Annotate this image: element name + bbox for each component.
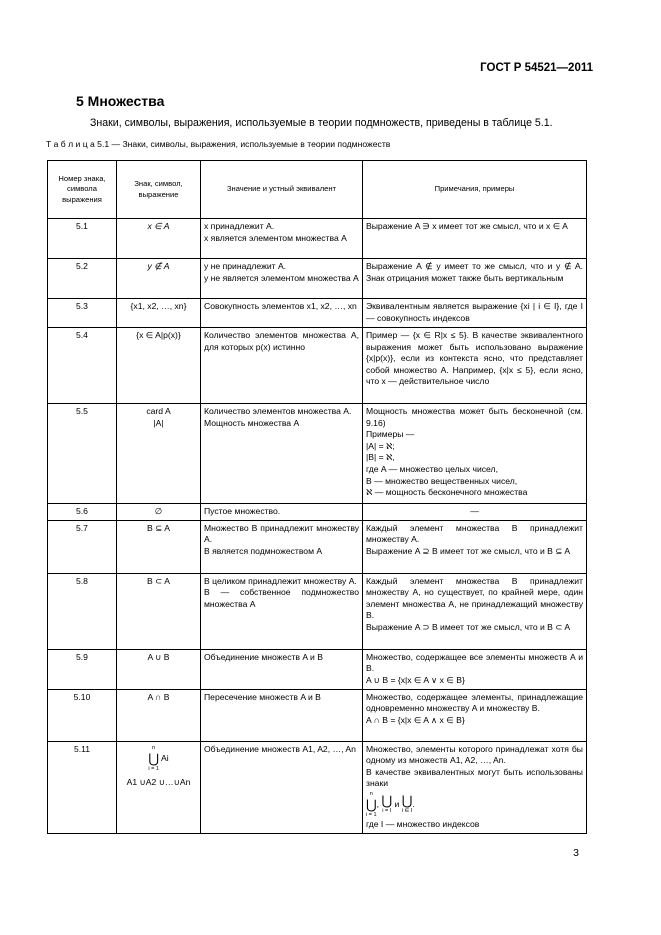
meaning-line: Объединение множеств A и B bbox=[204, 651, 323, 662]
row-meaning bbox=[201, 504, 363, 521]
separator-comma: , bbox=[376, 798, 380, 809]
row-symbol bbox=[117, 649, 201, 689]
note-line: Выражение A ⊃ B имеет тот же смысл, что и B ⊂ A bbox=[366, 621, 571, 632]
col-header-symbol: Знак, символ, выражение bbox=[117, 161, 201, 219]
row-meaning bbox=[201, 649, 363, 689]
big-union-symbol bbox=[366, 790, 380, 819]
row-notes bbox=[363, 573, 587, 649]
note-line: A ∪ B = {x|x ∈ A ∨ x ∈ B} bbox=[366, 674, 465, 685]
row-notes bbox=[363, 520, 587, 573]
separator-comma: . bbox=[412, 798, 415, 809]
row-symbol bbox=[117, 741, 201, 833]
row-symbol bbox=[117, 689, 201, 741]
col-header-notes: Примечания, примеры bbox=[363, 161, 587, 219]
row-meaning bbox=[201, 404, 363, 504]
row-number: 5.1 bbox=[48, 219, 117, 259]
union-expansion: A1 ∪A2 ∪…∪An bbox=[126, 776, 191, 787]
row-symbol bbox=[117, 504, 201, 521]
meaning-line: Пустое множество. bbox=[204, 506, 281, 516]
table-row bbox=[48, 520, 587, 573]
row-symbol bbox=[117, 219, 201, 259]
alt-union-signs bbox=[366, 790, 583, 819]
big-union-icon: ⋃ bbox=[366, 796, 377, 812]
note-line: где I — множество индексов bbox=[366, 818, 480, 829]
note-line: Каждый элемент множества B принадлежит множеству A. bbox=[366, 522, 583, 545]
symbols-table bbox=[47, 160, 587, 834]
table-row bbox=[48, 649, 587, 689]
table-row bbox=[48, 573, 587, 649]
row-notes bbox=[363, 219, 587, 259]
meaning-line: Пересечение множеств A и B bbox=[204, 691, 321, 702]
union-upper-limit: n bbox=[152, 744, 156, 751]
big-union-symbol bbox=[381, 794, 392, 815]
union-lower-limit: i = I bbox=[382, 807, 392, 814]
row-meaning bbox=[201, 299, 363, 328]
meaning-line: B является подмножеством A bbox=[204, 545, 323, 556]
note-line: Каждый элемент множества B принадлежит множеству A, но существует, по крайней мере, один элемент множества A, не принадлежащий множеству B. bbox=[366, 575, 583, 621]
meaning-line: Объединение множеств A1, A2, …, An bbox=[204, 743, 356, 754]
meaning-line: Мощность множества A bbox=[204, 417, 300, 428]
row-symbol bbox=[117, 520, 201, 573]
empty-set-icon: ∅ bbox=[154, 506, 163, 516]
note-line: Множество, содержащее элементы, принадлежащие одновременно множеству A и множеству B. bbox=[366, 691, 583, 714]
meaning-line: y не принадлежит A. bbox=[204, 261, 287, 271]
symbol-text: {x1, x2, …, xn} bbox=[130, 301, 187, 311]
big-union-symbol bbox=[402, 794, 413, 815]
row-notes bbox=[363, 689, 587, 741]
row-notes bbox=[363, 404, 587, 504]
conjunction-and: и bbox=[394, 798, 400, 809]
table-row bbox=[48, 504, 587, 521]
union-lower-limit: i = 1 bbox=[148, 765, 159, 772]
symbol-text: A ∪ B bbox=[147, 651, 170, 662]
note-line: Выражение A ⊇ B имеет тот же смысл, что и B ⊆ A bbox=[366, 545, 571, 556]
row-notes bbox=[363, 649, 587, 689]
row-meaning bbox=[201, 689, 363, 741]
meaning-line: Множество B принадлежит множеству A. bbox=[204, 522, 359, 545]
table-row bbox=[48, 328, 587, 404]
note-line: Примеры — bbox=[366, 429, 415, 440]
meaning-line: y не является элементом множества A bbox=[204, 272, 359, 283]
row-notes bbox=[363, 299, 587, 328]
standard-number: ГОСТ Р 54521—2011 bbox=[480, 62, 593, 74]
note-line: B — множество вещественных чисел, bbox=[366, 475, 518, 486]
row-symbol bbox=[117, 328, 201, 404]
row-number: 5.7 bbox=[48, 520, 117, 573]
note-line: Множество, содержащее все элементы множеств A и B. bbox=[366, 651, 583, 674]
row-meaning bbox=[201, 741, 363, 833]
section-title: 5 Множества bbox=[76, 93, 165, 109]
meaning-line: Количество элементов множества A. bbox=[204, 406, 352, 416]
row-meaning bbox=[201, 520, 363, 573]
row-meaning bbox=[201, 328, 363, 404]
row-number: 5.8 bbox=[48, 573, 117, 649]
row-notes bbox=[363, 741, 587, 833]
table-row bbox=[48, 219, 587, 259]
row-symbol bbox=[117, 573, 201, 649]
symbol-text: |A| bbox=[153, 417, 164, 428]
note-line: Выражение A ∋ x имеет тот же смысл, что и x ∈ A bbox=[366, 221, 568, 231]
row-notes bbox=[363, 328, 587, 404]
row-symbol bbox=[117, 299, 201, 328]
row-number: 5.4 bbox=[48, 328, 117, 404]
row-notes bbox=[363, 504, 587, 521]
col-header-meaning: Значение и устный эквивалент bbox=[201, 161, 363, 219]
row-symbol bbox=[117, 404, 201, 504]
table-row bbox=[48, 259, 587, 299]
section-intro: Знаки, символы, выражения, используемые в теории подмножеств, приведены в таблице 5.1. bbox=[90, 117, 553, 129]
big-union-symbol bbox=[148, 744, 159, 773]
row-symbol bbox=[117, 259, 201, 299]
row-number: 5.11 bbox=[48, 741, 117, 833]
note-line: Выражение A ∉ y имеет то же смысл, что и y ∉ A. Знак отрицания может также быть вертикальным bbox=[366, 261, 583, 283]
meaning-line: B целиком принадлежит множеству A. bbox=[204, 575, 357, 586]
note-line: ℵ — мощность бесконечного множества bbox=[366, 487, 528, 498]
note-line: Эквивалентным является выражение {xi | i ∈ I}, где I — совокупность индексов bbox=[366, 301, 583, 323]
row-number: 5.6 bbox=[48, 504, 117, 521]
row-number: 5.5 bbox=[48, 404, 117, 504]
symbol-text: B ⊆ A bbox=[147, 522, 170, 533]
meaning-line: Количество элементов множества A, для которых p(x) истинно bbox=[204, 330, 359, 352]
symbol-text: card A bbox=[146, 406, 171, 416]
note-line: — bbox=[470, 506, 479, 516]
meaning-line: Совокупность элементов x1, x2, …, xn bbox=[204, 301, 357, 311]
union-lower-limit: i = 1 bbox=[366, 811, 377, 818]
table-row bbox=[48, 299, 587, 328]
symbol-text: {x ∈ A|p(x)} bbox=[136, 330, 181, 340]
col-header-number: Номер знака, символа выражения bbox=[48, 161, 117, 219]
row-number: 5.9 bbox=[48, 649, 117, 689]
meaning-line: B — собственное подмножество множества A bbox=[204, 587, 359, 609]
note-line: Пример — {x ∈ R|x ≤ 5}. В качестве эквивалентного выражения может быть использовано выражение {x|p(x)}, если из контекста ясно, что представляет собой множество A. Например, {x|x ≤ 5}, если ясно, что x — действительное число bbox=[366, 330, 583, 387]
big-union-icon: ⋃ bbox=[381, 792, 393, 808]
symbol-text: x ∈ A bbox=[147, 221, 170, 231]
symbol-text: B ⊂ A bbox=[147, 575, 170, 586]
meaning-line: x является элементом множества A bbox=[204, 232, 347, 243]
table-row bbox=[48, 404, 587, 504]
note-line: В качестве эквивалентных могут быть использованы знаки bbox=[366, 766, 583, 789]
big-union-icon: ⋃ bbox=[401, 792, 413, 808]
row-number: 5.10 bbox=[48, 689, 117, 741]
union-upper-limit: n bbox=[369, 790, 373, 797]
row-meaning bbox=[201, 259, 363, 299]
row-number: 5.3 bbox=[48, 299, 117, 328]
row-notes bbox=[363, 259, 587, 299]
note-line: A ∩ B = {x|x ∈ A ∧ x ∈ B} bbox=[366, 714, 465, 725]
note-line: |B| = ℵ, bbox=[366, 452, 395, 463]
note-line: |A| = ℵ; bbox=[366, 440, 395, 451]
row-meaning bbox=[201, 219, 363, 259]
union-operand: Ai bbox=[160, 752, 169, 763]
row-meaning bbox=[201, 573, 363, 649]
page-number: 3 bbox=[573, 847, 579, 859]
note-line: Множество, элементы которого принадлежат хотя бы одному из множеств A1, A2, …, An. bbox=[366, 743, 583, 766]
symbol-text: y ∉ A bbox=[147, 261, 170, 271]
table-row bbox=[48, 689, 587, 741]
note-line: где A — множество целых чисел, bbox=[366, 463, 498, 474]
table-row bbox=[48, 741, 587, 833]
big-union-icon: ⋃ bbox=[148, 750, 160, 766]
row-number: 5.2 bbox=[48, 259, 117, 299]
meaning-line: x принадлежит A. bbox=[204, 221, 275, 231]
note-line: Мощность множества может быть бесконечной (см. 9.16) bbox=[366, 406, 583, 428]
table-caption: Т а б л и ц а 5.1 — Знаки, символы, выражения, используемые в теории подмножеств bbox=[46, 139, 391, 149]
symbol-text: A ∩ B bbox=[147, 691, 170, 702]
table-header-row bbox=[48, 161, 587, 219]
union-lower-limit: i ∈ I bbox=[401, 807, 413, 814]
